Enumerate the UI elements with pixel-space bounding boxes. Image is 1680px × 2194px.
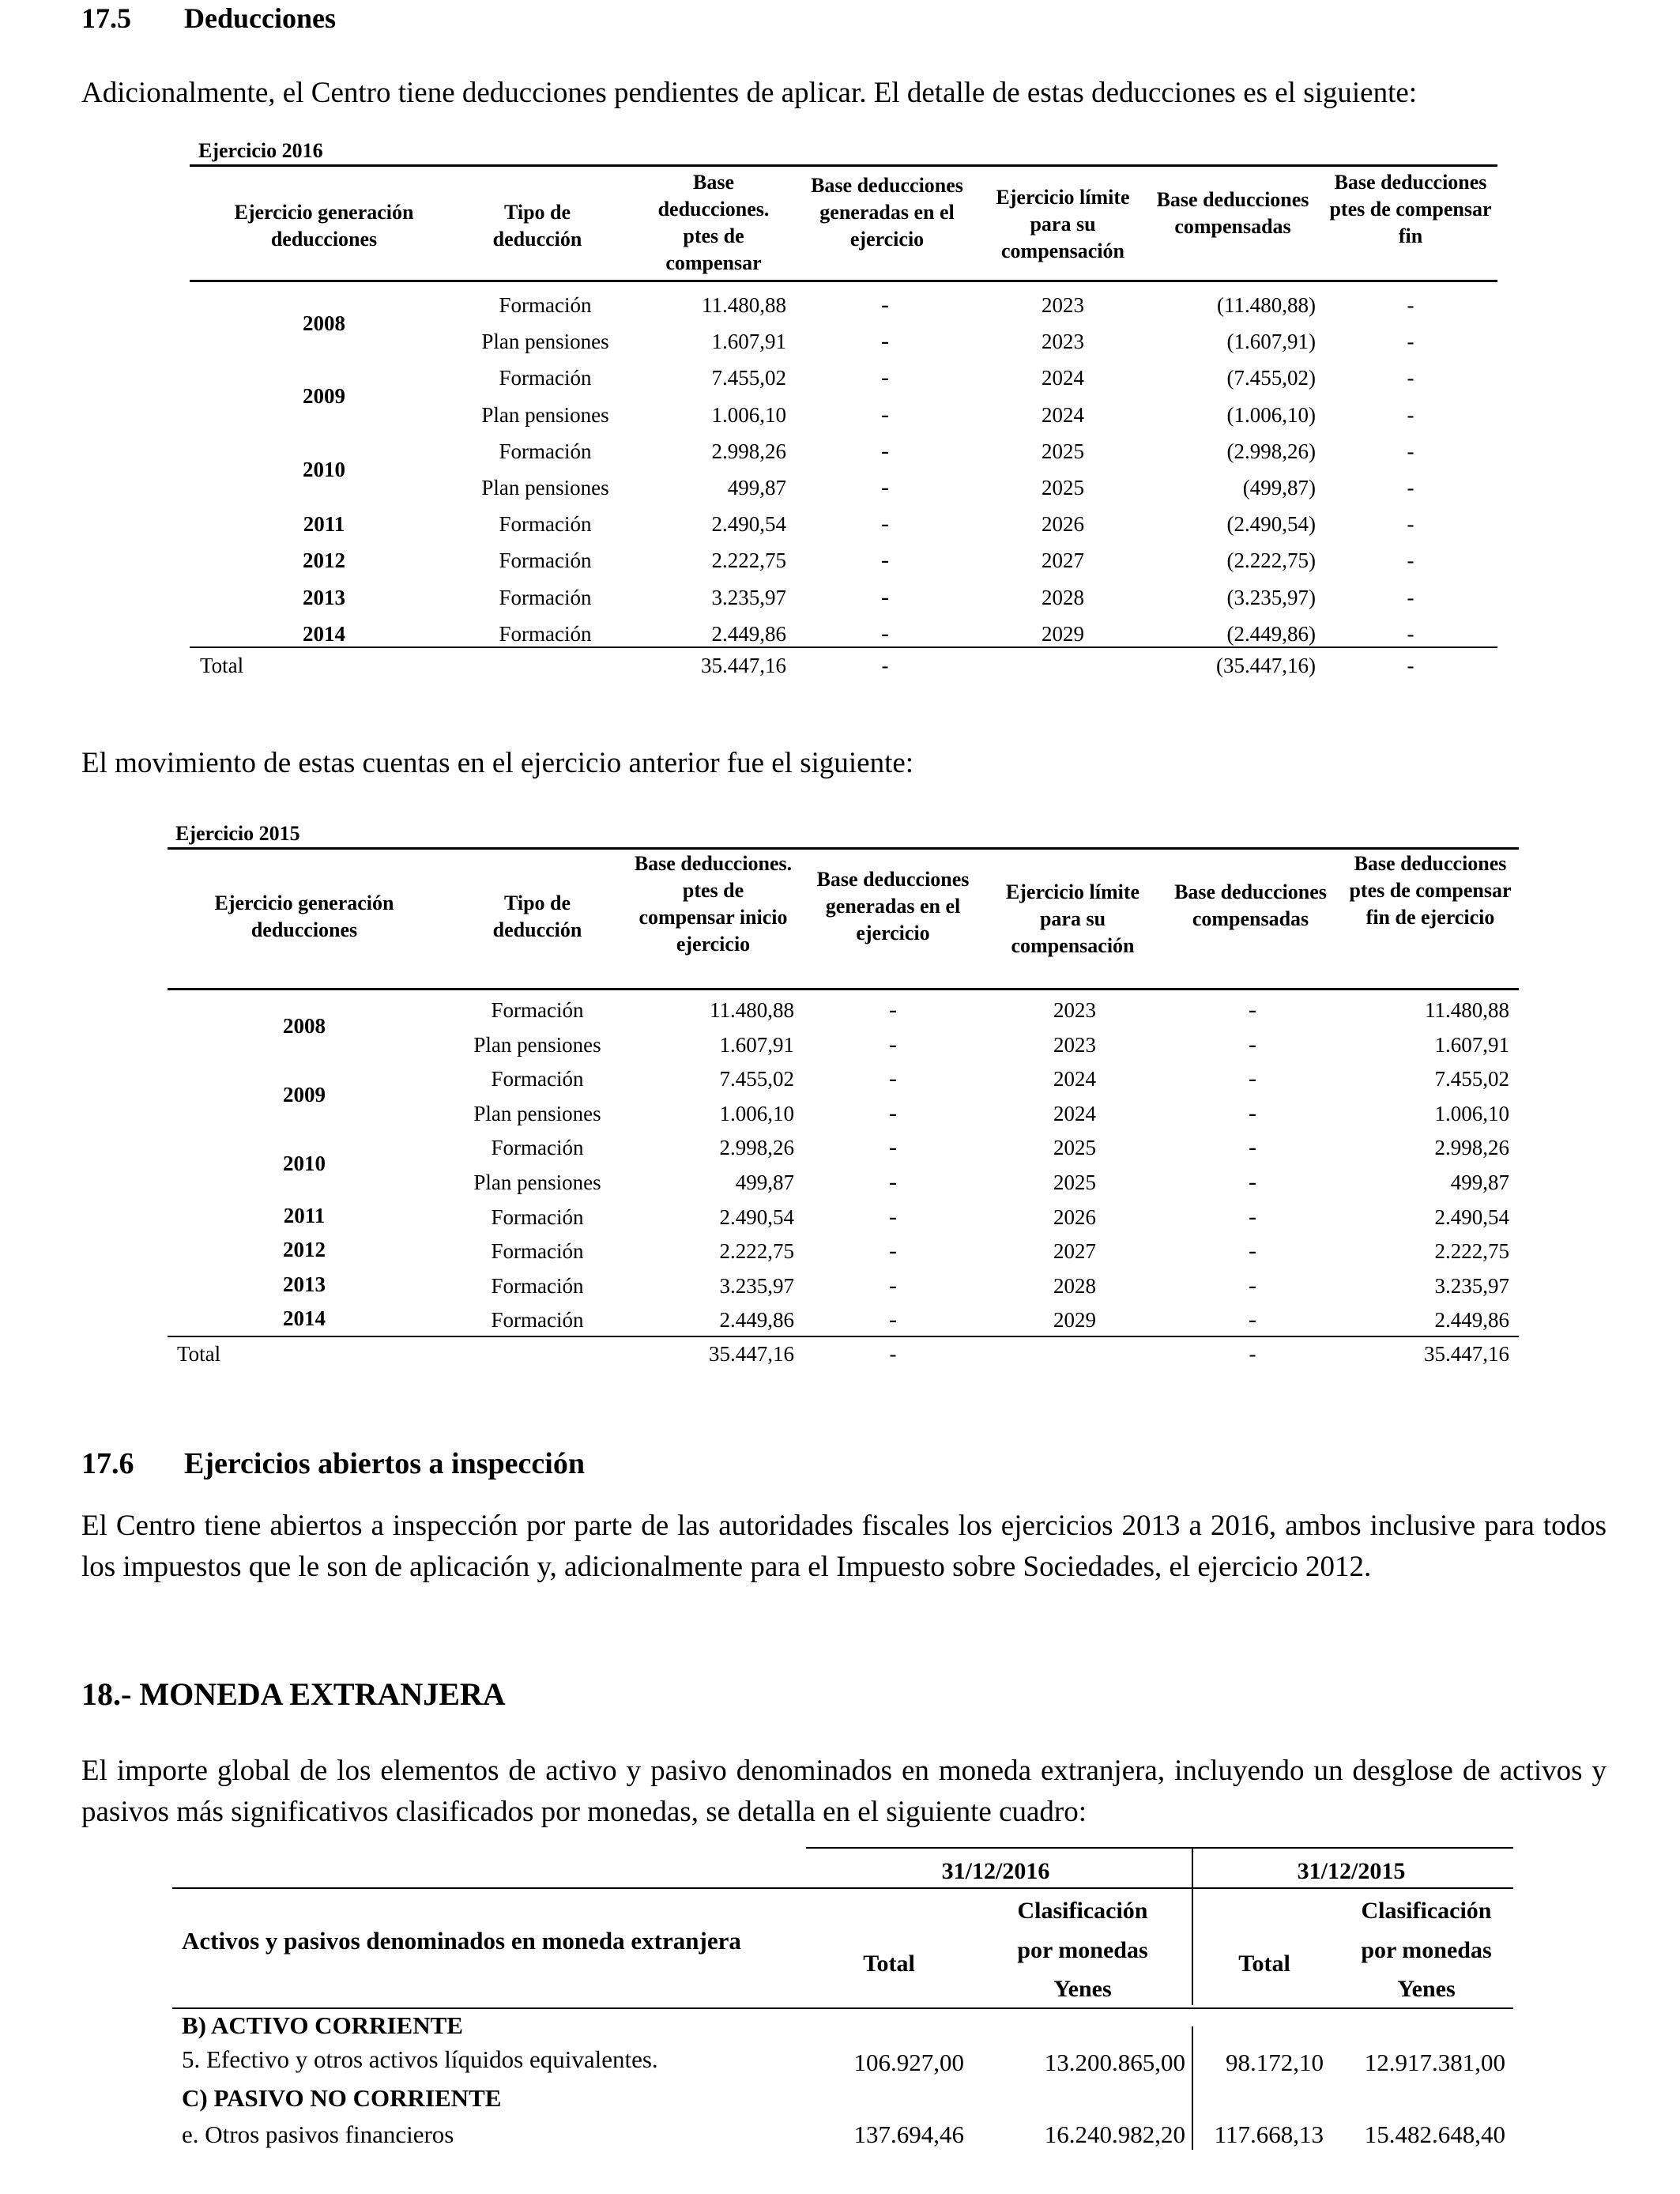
cell-type: Formación (499, 366, 592, 390)
table-row (0, 506, 1680, 542)
cell-type: Formación (499, 548, 592, 573)
cell-limit: 2025 (1053, 1136, 1096, 1160)
total-compensated: - (1249, 1342, 1256, 1366)
cell-generated: - (889, 1099, 897, 1126)
col-clasif-2015-line2: por monedas (1361, 1937, 1492, 1963)
col-header-pending: Base deducciones. ptes de compensar (657, 171, 770, 274)
col-header-compensated: Base deducciones compensadas (1174, 880, 1327, 930)
table-top-rule (806, 1847, 1513, 1849)
section-body: El importe global de los elementos de activo y pasivo denominados en moneda extranjera, incluyendo un desglose de activos y pasivos más significativos clasificados por monedas, se detalla en el siguiente cuadro: (81, 1755, 1607, 1828)
cell-pending: 2.998,26 (719, 1136, 794, 1160)
cell-pending: 2.490,54 (719, 1204, 794, 1229)
cell-generated: - (881, 583, 889, 610)
table-header-rule (190, 280, 1497, 282)
cell-type: Formación (499, 621, 592, 646)
total-label: Total (177, 1342, 221, 1366)
cell-final: 2.490,54 (1434, 1204, 1509, 1229)
col-header-generated: Base deducciones generadas en el ejercicio (816, 868, 970, 944)
year-label: 2010 (283, 1152, 326, 1176)
cell-pending: 11.480,88 (710, 998, 794, 1022)
section-title: Deducciones (184, 2, 336, 34)
cell-compensated: - (1249, 1306, 1256, 1333)
cell-compensated: (2.222,75) (1226, 548, 1316, 573)
col-header-type: Tipo de deducción (492, 201, 582, 251)
cell-type: Plan pensiones (473, 1171, 601, 1194)
cell-final: - (1407, 548, 1414, 573)
cell-type: Plan pensiones (481, 476, 609, 499)
col-header-generated: Base deducciones generadas en el ejercicio (811, 174, 963, 251)
cell-final: 2.449,86 (1434, 1308, 1509, 1333)
section-intro: Adicionalmente, el Centro tiene deducciones pendientes de aplicar. El detalle de estas deducciones es el siguiente: (81, 77, 1418, 109)
cell-compensated: (2.490,54) (1226, 512, 1316, 537)
col-total-2016: Total (863, 1951, 915, 1977)
cell-final: 1.607,91 (1434, 1032, 1509, 1057)
cell-generated: - (881, 292, 889, 318)
cell-final: - (1407, 439, 1414, 463)
year-label: 2009 (303, 384, 345, 409)
table-row (0, 287, 1680, 323)
col-header-type: Tipo de deducción (492, 892, 582, 941)
section-body: El Centro tiene abiertos a inspección por parte de las autoridades fiscales los ejercicios 2013 a 2016, ambos inclusive para todos los impuestos que le son de aplicación y, adicionalmente para el Impuesto sobre Sociedades, el ejercicio 2012. (81, 1510, 1607, 1583)
cell-generated: - (881, 437, 889, 464)
cell-compensated: - (1249, 1238, 1256, 1265)
cell-pending: 7.455,02 (711, 366, 786, 390)
total-pending: 35.447,16 (709, 1342, 794, 1366)
cell-type: Formación (491, 1308, 584, 1333)
year-label: 2013 (283, 1272, 326, 1296)
cell-limit: 2025 (1042, 439, 1084, 463)
cell-pending: 2.449,86 (711, 621, 786, 646)
cell-limit: 2024 (1042, 366, 1084, 390)
total-compensated: (35.447,16) (1216, 654, 1316, 677)
cell-final: - (1407, 476, 1414, 499)
col-header-final: Base deducciones ptes de compensar fin de ejercicio (1349, 852, 1512, 929)
cell-final: 11.480,88 (1425, 998, 1509, 1022)
cell-compensated: (1.006,10) (1226, 402, 1316, 427)
table-row (0, 542, 1680, 579)
table-top-rule (168, 847, 1519, 850)
col-header-limit: Ejercicio límite para su compensación (1005, 880, 1140, 957)
year-label: 2008 (283, 1014, 326, 1038)
cell-limit: 2023 (1042, 293, 1084, 317)
item-label: 5. Efectivo y otros activos líquidos equivalentes. (182, 2045, 658, 2073)
table-label: Ejercicio 2016 (198, 139, 323, 162)
cell-type: Formación (499, 293, 592, 317)
year-label: 2013 (303, 585, 345, 609)
cell-type: Plan pensiones (481, 402, 609, 427)
col-clasif-2015-line3: Yenes (1397, 1976, 1456, 2002)
cell-pending: 1.006,10 (711, 402, 786, 427)
cell-pending: 1.006,10 (719, 1101, 794, 1125)
cell-generated: - (889, 997, 897, 1023)
cell-limit: 2023 (1042, 330, 1084, 354)
cell-pending: 2.449,86 (719, 1308, 794, 1333)
cell-type: Formación (491, 1273, 584, 1298)
table-row (0, 469, 1680, 506)
col-clasif-2016-line3: Yenes (1053, 1976, 1112, 2002)
cell-type: Plan pensiones (481, 330, 609, 354)
cell-limit: 2026 (1053, 1204, 1096, 1229)
item-2-total-2016: 137.694,46 (853, 2120, 964, 2148)
cell-compensated: (1.607,91) (1226, 330, 1316, 354)
date-2015: 31/12/2015 (1297, 1858, 1406, 1884)
col-header-year: Ejercicio generación deducciones (214, 892, 394, 941)
cell-generated: - (889, 1065, 897, 1092)
cell-limit: 2023 (1053, 1032, 1096, 1057)
table-top-rule (190, 164, 1497, 167)
cell-generated: - (881, 511, 889, 537)
year-label: 2009 (283, 1083, 326, 1107)
table-date-rule (172, 1887, 1513, 1889)
cell-compensated: - (1249, 1203, 1256, 1230)
cell-pending: 2.222,75 (711, 548, 786, 573)
cell-type: Plan pensiones (473, 1101, 601, 1125)
cell-compensated: - (1249, 1169, 1256, 1195)
item-1-yenes-2015: 12.917.381,00 (1364, 2049, 1505, 2076)
col-header-final: Base deducciones ptes de compensar fin (1329, 171, 1492, 247)
cell-generated: - (881, 364, 889, 391)
cell-final: 7.455,02 (1434, 1067, 1509, 1091)
cell-final: 499,87 (1450, 1171, 1509, 1194)
table-row (0, 433, 1680, 469)
cell-generated: - (881, 620, 889, 647)
total-pending: 35.447,16 (701, 654, 786, 677)
col-header-limit: Ejercicio límite para su compensación (996, 186, 1130, 262)
cell-pending: 499,87 (735, 1171, 794, 1194)
cell-limit: 2028 (1053, 1273, 1096, 1298)
cell-limit: 2026 (1042, 512, 1084, 537)
cell-final: - (1407, 402, 1414, 427)
cell-compensated: - (1249, 1134, 1256, 1161)
cell-final: 1.006,10 (1434, 1101, 1509, 1125)
total-generated: - (881, 654, 889, 677)
cell-type: Formación (499, 585, 592, 609)
year-label: 2011 (283, 1203, 326, 1227)
year-label: 2008 (303, 311, 345, 335)
section-title: 18.- MONEDA EXTRANJERA (81, 1676, 506, 1712)
cell-limit: 2025 (1042, 476, 1084, 499)
cell-final: - (1407, 366, 1414, 390)
total-final: - (1407, 654, 1414, 677)
cell-compensated: (11.480,88) (1217, 293, 1316, 317)
cell-generated: - (881, 547, 889, 574)
cell-final: 2.998,26 (1434, 1136, 1509, 1160)
cell-limit: 2027 (1042, 548, 1084, 573)
cell-compensated: - (1249, 1272, 1256, 1299)
cell-final: 3.235,97 (1434, 1273, 1509, 1298)
cell-limit: 2023 (1053, 998, 1096, 1022)
cell-pending: 2.222,75 (719, 1239, 794, 1264)
cell-type: Formación (499, 439, 592, 463)
cell-compensated: (2.998,26) (1226, 439, 1316, 463)
cell-compensated: (7.455,02) (1226, 366, 1316, 390)
cell-final: - (1407, 512, 1414, 537)
col-header-compensated: Base deducciones compensadas (1156, 188, 1309, 238)
cell-limit: 2024 (1053, 1101, 1096, 1125)
col-clasif-2016-line2: por monedas (1017, 1937, 1148, 1963)
cell-pending: 2.998,26 (711, 439, 786, 463)
col-header-year: Ejercicio generación deducciones (234, 201, 414, 251)
cell-type: Formación (491, 1067, 584, 1091)
cell-generated: - (889, 1203, 897, 1230)
item-2-yenes-2015: 15.482.648,40 (1364, 2120, 1505, 2148)
table-row (0, 579, 1680, 616)
cell-final: - (1407, 585, 1414, 609)
total-label: Total (200, 654, 244, 677)
cell-compensated: (2.449,86) (1226, 621, 1316, 646)
col-header-pending: Base deducciones. ptes de compensar inicio ejercicio (634, 852, 793, 956)
cell-pending: 3.235,97 (711, 585, 786, 609)
item-1-yenes-2016: 13.200.865,00 (1044, 2049, 1185, 2076)
cell-generated: - (889, 1272, 897, 1299)
total-generated: - (889, 1342, 897, 1366)
cell-final: - (1407, 293, 1414, 317)
cell-pending: 1.607,91 (711, 330, 786, 354)
cell-final: 2.222,75 (1434, 1239, 1509, 1264)
cell-pending: 3.235,97 (719, 1273, 794, 1298)
cell-type: Formación (499, 512, 592, 537)
cell-generated: - (889, 1306, 897, 1333)
cell-limit: 2028 (1042, 585, 1084, 609)
section-title: Ejercicios abiertos a inspección (184, 1447, 585, 1480)
table-total-row (0, 647, 1680, 684)
cell-final: - (1407, 330, 1414, 354)
cell-limit: 2029 (1053, 1308, 1096, 1333)
table-total-row (0, 1336, 1680, 1372)
cell-compensated: - (1249, 1099, 1256, 1126)
cell-generated: - (889, 1134, 897, 1161)
table-row (0, 397, 1680, 433)
cell-pending: 499,87 (727, 476, 786, 499)
cell-limit: 2024 (1042, 402, 1084, 427)
item-2-total-2015: 117.668,13 (1214, 2120, 1324, 2148)
year-label: 2012 (303, 548, 345, 573)
date-2016: 31/12/2016 (941, 1858, 1050, 1884)
cell-compensated: - (1249, 1065, 1256, 1092)
cell-generated: - (889, 1238, 897, 1265)
cell-limit: 2025 (1053, 1171, 1096, 1194)
cell-pending: 7.455,02 (719, 1067, 794, 1091)
col-clasif-2015-line1: Clasificación (1361, 1898, 1492, 1924)
movement-intro: El movimiento de estas cuentas en el ejercicio anterior fue el siguiente: (81, 747, 914, 779)
section-number: 17.5 (81, 2, 131, 34)
total-final: 35.447,16 (1424, 1342, 1509, 1366)
cell-type: Formación (491, 1239, 584, 1264)
group-label: B) ACTIVO CORRIENTE (182, 2011, 463, 2039)
cell-generated: - (881, 401, 889, 428)
cell-generated: - (889, 1031, 897, 1057)
group-label: C) PASIVO NO CORRIENTE (182, 2084, 502, 2112)
cell-pending: 11.480,88 (702, 293, 786, 317)
year-label: 2012 (283, 1238, 326, 1262)
cell-compensated: - (1249, 1031, 1256, 1057)
cell-compensated: (3.235,97) (1226, 585, 1316, 609)
year-label: 2011 (303, 512, 345, 537)
year-label: 2014 (283, 1306, 326, 1331)
table-label: Ejercicio 2015 (175, 822, 300, 845)
cell-limit: 2029 (1042, 621, 1084, 646)
cell-pending: 1.607,91 (719, 1032, 794, 1057)
cell-generated: - (889, 1169, 897, 1195)
table-header-rule (168, 988, 1519, 990)
col-clasif-2016-line1: Clasificación (1017, 1898, 1148, 1924)
item-label: e. Otros pasivos financieros (182, 2120, 454, 2148)
col-total-2015: Total (1238, 1951, 1290, 1977)
cell-type: Formación (491, 1136, 584, 1160)
cell-generated: - (881, 328, 889, 355)
year-label: 2010 (303, 457, 345, 481)
table-row (0, 360, 1680, 396)
cell-type: Formación (491, 1204, 584, 1229)
item-1-total-2015: 98.172,10 (1226, 2049, 1324, 2076)
table-header-rule (172, 2007, 1513, 2009)
section-number: 17.6 (81, 1447, 134, 1480)
cell-type: Formación (491, 998, 584, 1022)
table-row (0, 323, 1680, 360)
item-2-yenes-2016: 16.240.982,20 (1044, 2120, 1185, 2148)
cell-limit: 2024 (1053, 1067, 1096, 1091)
cell-compensated: - (1249, 997, 1256, 1023)
cell-type: Plan pensiones (473, 1032, 601, 1057)
cell-limit: 2027 (1053, 1239, 1096, 1264)
cell-generated: - (881, 474, 889, 500)
cell-pending: 2.490,54 (711, 512, 786, 537)
cell-compensated: (499,87) (1242, 476, 1316, 499)
cell-final: - (1407, 621, 1414, 646)
year-label: 2014 (303, 621, 345, 646)
row-header: Activos y pasivos denominados en moneda extranjera (182, 1927, 741, 1955)
column-divider (1192, 1847, 1193, 2005)
item-1-total-2016: 106.927,00 (853, 2049, 964, 2076)
